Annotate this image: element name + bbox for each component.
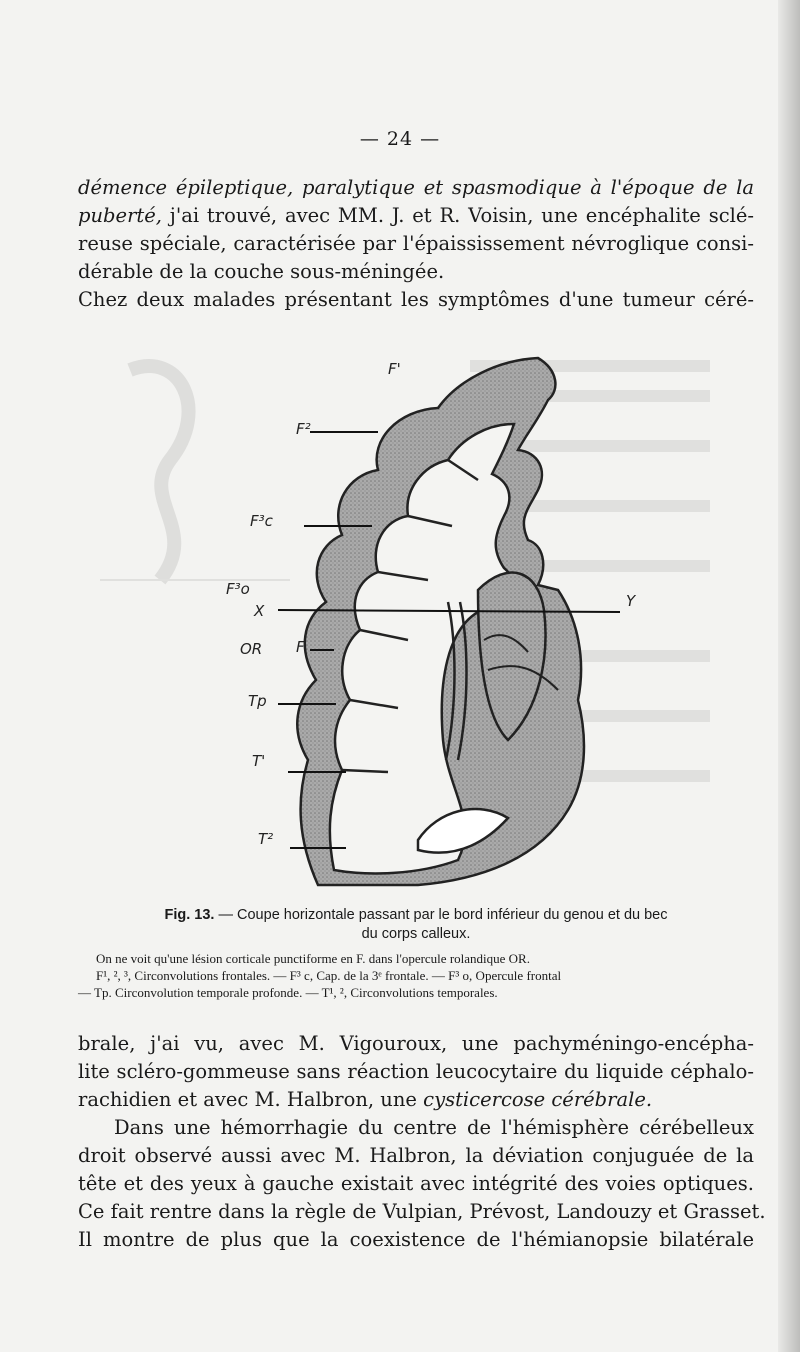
brain-section-figure [226, 340, 650, 900]
label-t2: T² [258, 830, 274, 848]
body-line: rachidien et avec M. Halbron, une cysticercose cérébrale. [78, 1088, 653, 1111]
body-line: Dans une hémorrhagie du centre de l'hémisphère cérébelleux [114, 1116, 754, 1139]
body-paragraph [78, 1030, 766, 1254]
page-number: — 24 — [359, 128, 441, 150]
label-or: OR [240, 640, 263, 658]
label-x: X [254, 602, 265, 620]
label-t1: T' [252, 752, 266, 770]
body-line: brale, j'ai vu, avec M. Vigouroux, une pachyméningo-encépha- [78, 1032, 754, 1055]
label-f3c: F³c [250, 512, 273, 530]
body-line: tête et des yeux à gauche existait avec intégrité des voies optiques. [78, 1172, 754, 1195]
intro-line: reuse spéciale, caractérisée par l'épaississement névroglique consi- [78, 232, 754, 255]
legend-line: On ne voit qu'une lésion corticale punctiforme en F. dans l'opercule rolandique OR. [96, 951, 530, 966]
label-tp: Tp [248, 692, 267, 710]
label-f1: F' [388, 360, 401, 378]
intro-line: puberté, j'ai trouvé, avec MM. J. et R. Voisin, une encéphalite sclé- [78, 204, 754, 227]
page-edge-shadow [778, 0, 800, 1352]
intro-paragraph [78, 174, 754, 314]
intro-line: Chez deux malades présentant les symptômes d'une tumeur céré- [78, 288, 754, 311]
body-line: Il montre de plus que la coexistence de l'hémianopsie bilatérale [78, 1228, 754, 1251]
figure-caption: Fig. 13. — Coupe horizontale passant par le bord inférieur du genou et du bec du corps calleux. [164, 907, 668, 942]
figure-legend [78, 950, 754, 1001]
label-f3o: F³o [226, 580, 250, 598]
legend-line: F¹, ², ³, Circonvolutions frontales. — F³ c, Cap. de la 3ᵉ frontale. — F³ o, Opercule frontal [96, 968, 562, 983]
legend-line: — Tp. Circonvolution temporale profonde. — T¹, ², Circonvolutions temporales. [78, 985, 498, 1000]
label-f: F [296, 638, 305, 656]
intro-line: dérable de la couche sous-méningée. [78, 260, 445, 283]
body-line: lite scléro-gommeuse sans réaction leucocytaire du liquide céphalo- [78, 1060, 754, 1083]
figure-number: Fig. 13. [164, 907, 215, 923]
body-line: droit observé aussi avec M. Halbron, la déviation conjuguée de la [78, 1144, 754, 1167]
label-f2: F² [296, 420, 311, 438]
intro-line: démence épileptique, paralytique et spasmodique à l'époque de la [78, 176, 754, 199]
label-y: Y [626, 592, 636, 610]
body-line: Ce fait rentre dans la règle de Vulpian, Prévost, Landouzy et Grasset. [78, 1200, 766, 1223]
